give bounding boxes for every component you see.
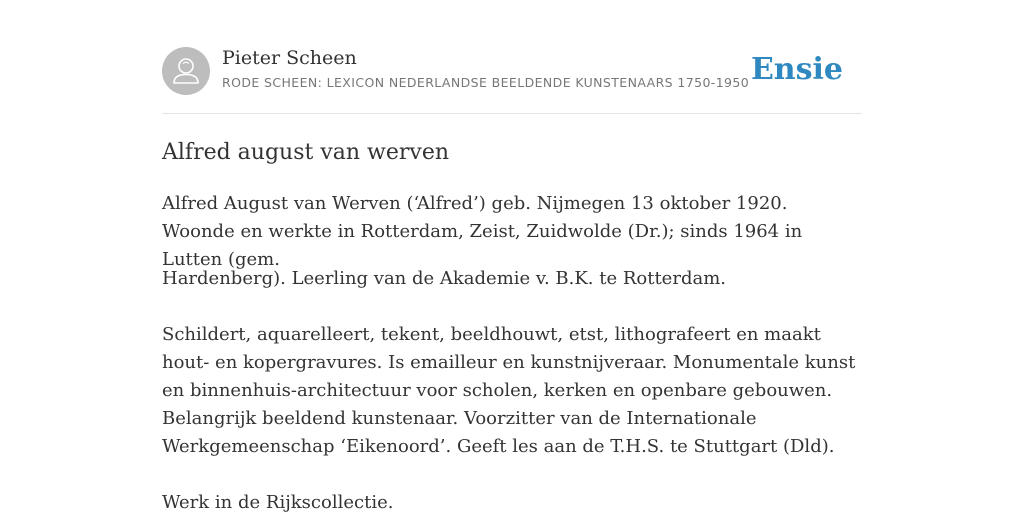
article-paragraph-4: Werk in de Rijkscollectie. <box>162 492 394 512</box>
header-divider <box>162 113 862 114</box>
header <box>162 46 862 96</box>
article-paragraph-2: Hardenberg). Leerling van de Akademie v. B.K. te Rotterdam. <box>162 268 726 289</box>
author-name[interactable]: Pieter Scheen <box>222 47 357 69</box>
author-avatar[interactable] <box>162 47 210 95</box>
user-icon <box>162 47 210 95</box>
source-title[interactable]: RODE SCHEEN: LEXICON NEDERLANDSE BEELDENDE KUNSTENAARS 1750-1950 <box>222 75 750 90</box>
article-title: Alfred august van werven <box>162 140 450 165</box>
article-paragraph-1: Alfred August van Werven (‘Alfred’) geb. Nijmegen 13 oktober 1920. Woonde en werkte in Rotterdam, Zeist, Zuidwolde (Dr.); sinds 1964 in Lutten (gem. <box>162 193 803 270</box>
ensie-logo[interactable]: Ensie <box>750 52 843 87</box>
article-paragraph-3: Schildert, aquarelleert, tekent, beeldhouwt, etst, lithografeert en maakt hout- en kopergravures. Is emailleur en kunstnijveraar. Monumentale kunst en binnenhuis-architectuur voor scholen, kerken en openbare gebouwen. Belangrijk beeldend kunstenaar. Voorzitter van de Internationale Werkgemeenschap ‘Eikenoord’. Geeft les aan de T.H.S. te Stuttgart (Dld). <box>162 324 856 457</box>
